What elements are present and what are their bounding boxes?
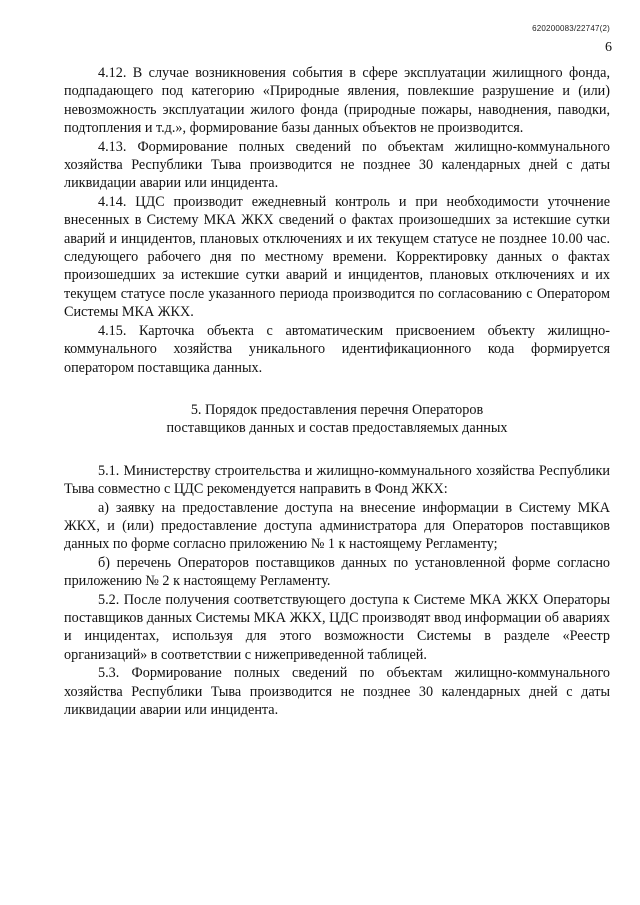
section-5-title — [64, 401, 610, 438]
paragraph-4-12: 4.12. В случае возникновения события в сфере эксплуатации жилищного фонда, подпадающего под категорию «Природные явления, повлекшие разрушение и (или) невозможность эксплуатации жилого фонда (природные пожары, наводнения, паводки, подтопления и т.д.», формирование базы данных объектов не производится. — [64, 65, 610, 137]
paragraph-4-14: 4.14. ЦДС производит ежедневный контроль и при необходимости уточнение внесенных в Систему МКА ЖКХ сведений о фактах произошедших за истекшие сутки аварий и инцидентов, плановых отключениях и их текущем статусе не позднее 10.00 час. следующего рабочего дня по местному времени. Корректировку данных о фактах произошедших за истекшие сутки аварий и инцидентов, плановых отключениях и их текущем статусе после указанного периода производится по согласованию с Оператором Системы МКА ЖКХ. — [64, 193, 610, 321]
paragraph-4-15: 4.15. Карточка объекта с автоматическим присвоением объекту жилищно-коммунального хозяйства уникального идентификационного кода формируется оператором поставщика данных. — [64, 322, 610, 376]
paragraph-5-1: 5.1. Министерству строительства и жилищно-коммунального хозяйства Республики Тыва совместно с ЦДС рекомендуется направить в Фонд ЖКХ: — [64, 462, 610, 498]
section-title-line-2: поставщиков данных и состав предоставляемых данных — [166, 420, 508, 437]
document-code: 620200083/22747(2) — [532, 24, 610, 33]
paragraph-4-13: 4.13. Формирование полных сведений по объектам жилищно-коммунального хозяйства Республики Тыва производится не позднее 30 календарных дней с даты ликвидации аварии или инцидента. — [64, 138, 610, 192]
page-number: 6 — [605, 40, 612, 55]
paragraph-5-1-a: а) заявку на предоставление доступа на внесение информации в Систему МКА ЖКХ, и (или) предоставление доступа администратора для Операторов поставщиков данных по форме согласно приложению № 1 к настоящему Регламенту; — [64, 499, 610, 553]
paragraph-5-1-b: б) перечень Операторов поставщиков данных по установленной форме согласно приложению № 2 к настоящему Регламенту. — [64, 554, 610, 590]
section-title-line-1: 5. Порядок предоставления перечня Операторов — [190, 401, 484, 418]
paragraph-5-2: 5.2. После получения соответствующего доступа к Системе МКА ЖКХ Операторы поставщиков данных Системы МКА ЖКХ, ЦДС производят ввод информации об авариях и инцидентах, используя для этого возможности Системы в разделе «Реестр организаций» в соответствии с нижеприведенной таблицей. — [64, 591, 610, 663]
document-body — [64, 64, 610, 719]
paragraph-5-3: 5.3. Формирование полных сведений по объектам жилищно-коммунального хозяйства Республики Тыва производится не позднее 30 календарных дней с даты ликвидации аварии или инцидента. — [64, 665, 610, 718]
